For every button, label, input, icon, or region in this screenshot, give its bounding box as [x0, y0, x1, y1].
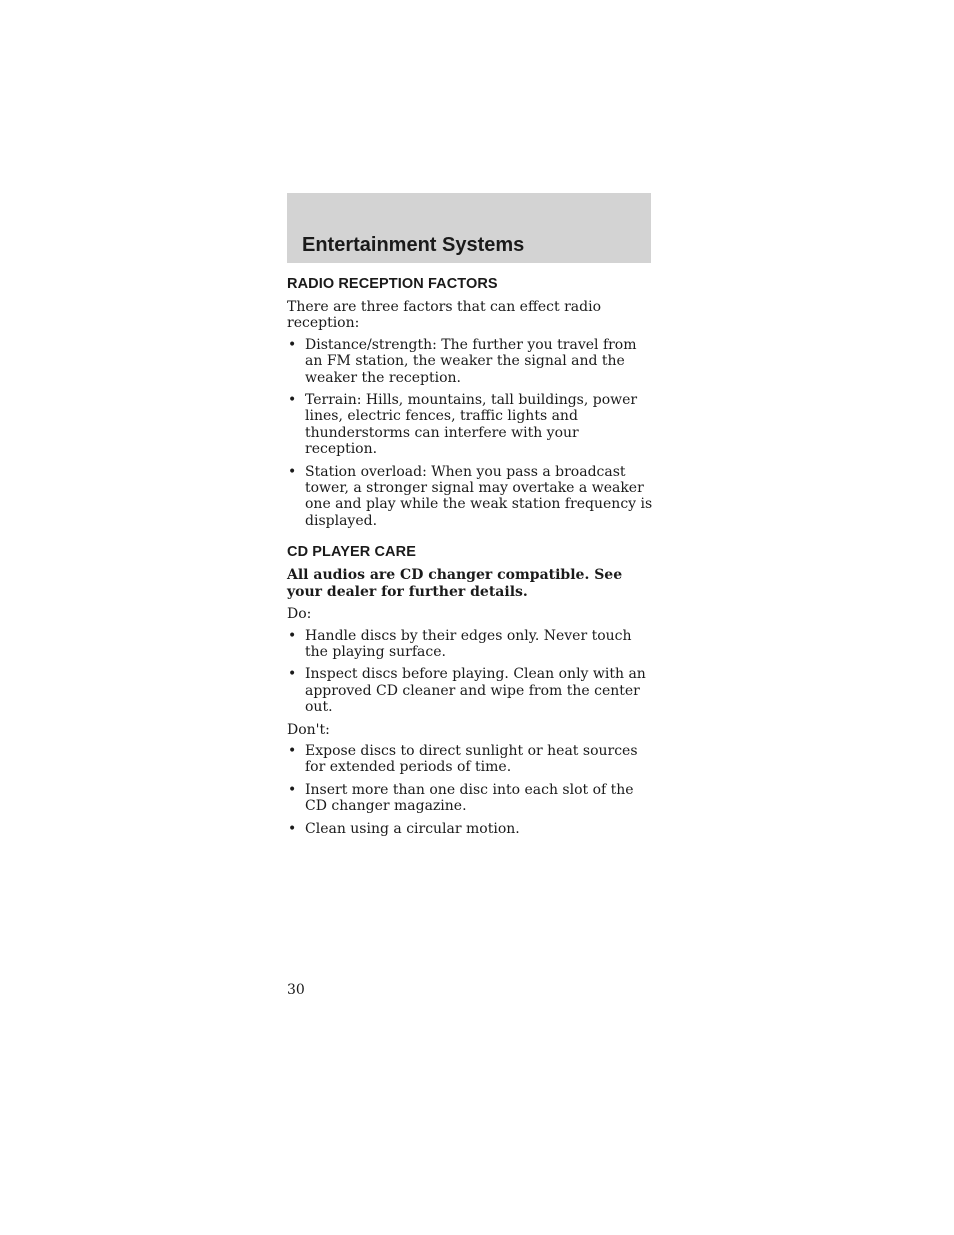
- list-item-text: Station overload: When you pass a broadcast tower, a stronger signal may overtake a weaker one and play while the weak station frequency is displayed.: [305, 463, 653, 529]
- list-item-text: Handle discs by their edges only. Never touch the playing surface.: [305, 627, 632, 660]
- cd-compatibility-note: All audios are CD changer compatible. See your dealer for further details.: [287, 567, 623, 600]
- bullet-icon: •: [288, 820, 297, 837]
- bullet-icon: •: [288, 742, 297, 759]
- cd-player-care-heading: CD PLAYER CARE: [287, 544, 416, 561]
- list-item: [287, 392, 653, 458]
- radio-intro-text: There are three factors that can effect radio reception:: [287, 299, 602, 332]
- list-item: [287, 337, 653, 386]
- list-item-text: Insert more than one disc into each slot of the CD changer magazine.: [305, 781, 634, 815]
- list-item-text: Terrain: Hills, mountains, tall buildings, power lines, electric fences, traffic lights and thunderstorms can interfere with your reception.: [305, 392, 638, 458]
- page-number: 30: [287, 982, 305, 998]
- bullet-icon: •: [288, 392, 297, 409]
- bullet-icon: •: [288, 666, 297, 683]
- list-item: [287, 628, 653, 661]
- radio-factors-list: [287, 337, 653, 529]
- radio-reception-heading: RADIO RECEPTION FACTORS: [287, 276, 498, 292]
- list-item-text: Distance/strength: The further you travel from an FM station, the weaker the signal and the weaker the reception.: [305, 336, 637, 386]
- section-title: Entertainment Systems: [302, 234, 525, 256]
- do-list: [287, 628, 653, 716]
- list-item: [287, 821, 653, 837]
- do-label: Do:: [287, 606, 312, 623]
- bullet-icon: •: [288, 336, 297, 353]
- list-item: [287, 464, 653, 530]
- list-item: [287, 782, 653, 815]
- bullet-icon: •: [288, 781, 297, 798]
- list-item-text: Clean using a circular motion.: [305, 820, 520, 837]
- section-spacer: [287, 535, 653, 543]
- dont-list: [287, 743, 653, 837]
- page-content: [287, 275, 653, 843]
- list-item-text: Expose discs to direct sunlight or heat sources for extended periods of time.: [305, 742, 638, 776]
- list-item: [287, 743, 653, 776]
- bullet-icon: •: [288, 463, 297, 480]
- section-header-band: [287, 193, 651, 263]
- bullet-icon: •: [288, 627, 297, 644]
- dont-label: Don't:: [287, 721, 330, 738]
- list-item-text: Inspect discs before playing. Clean only with an approved CD cleaner and wipe from the center out.: [305, 666, 646, 716]
- list-item: [287, 666, 653, 715]
